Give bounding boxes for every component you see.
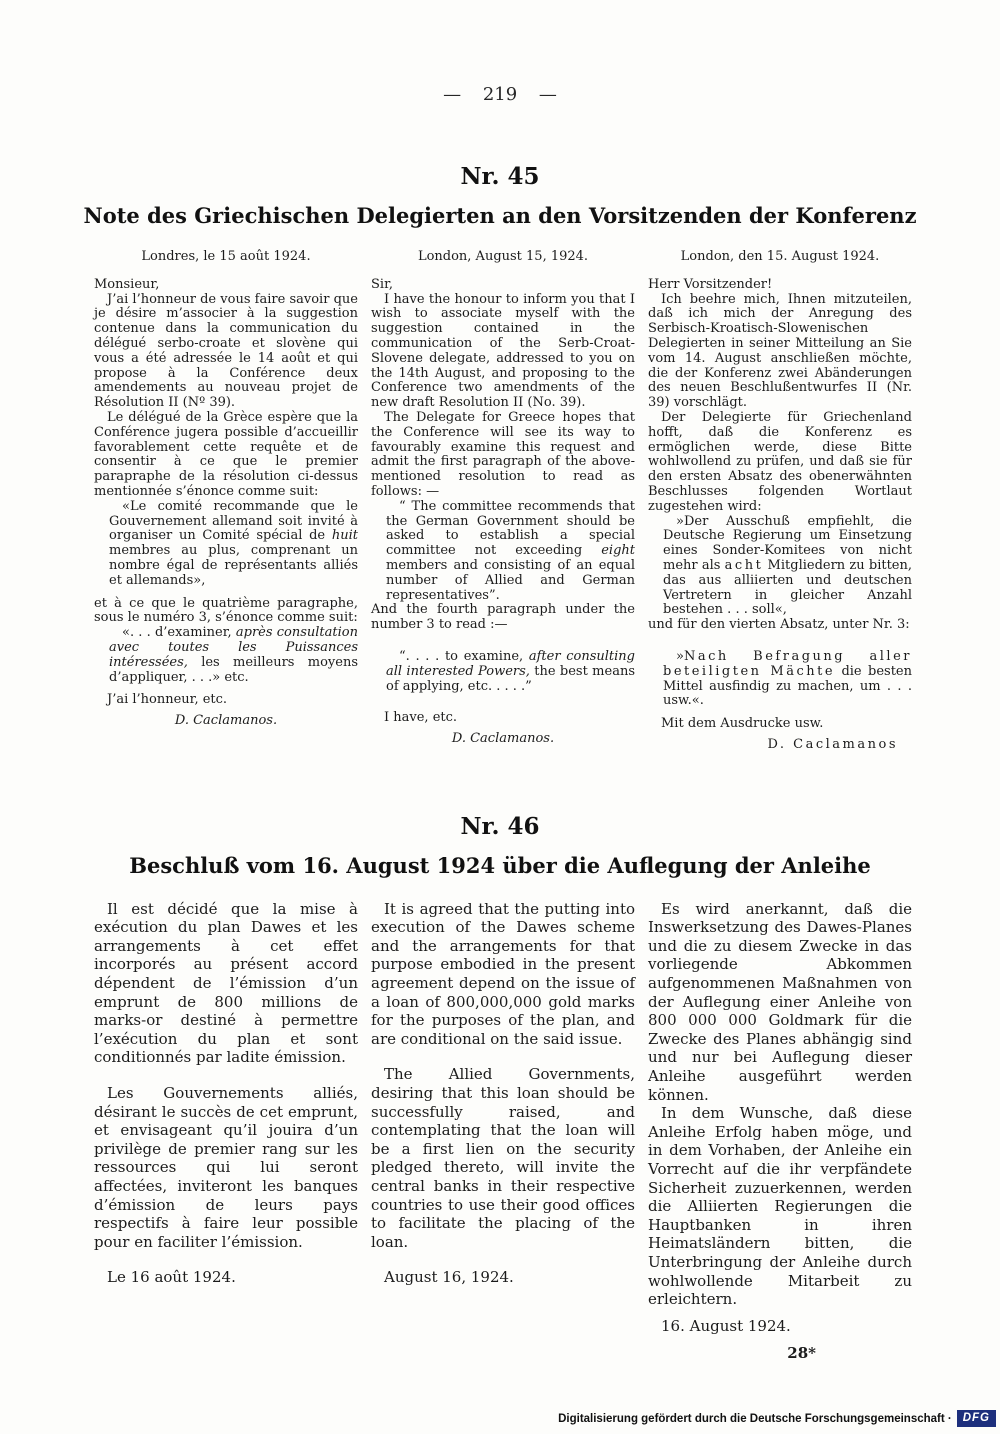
paragraph bbox=[648, 1104, 912, 1309]
paragraph bbox=[648, 411, 912, 515]
dfg-logo: DFG bbox=[957, 1410, 996, 1427]
paragraph bbox=[94, 597, 358, 627]
paragraph bbox=[371, 603, 635, 633]
three-column-text bbox=[94, 900, 912, 1363]
closing-line bbox=[648, 717, 912, 732]
text-segment: «Le comité recommande que le Gouvernement allemand soit invité à organiser un Comité spécial de bbox=[109, 498, 358, 544]
quoted-passage bbox=[648, 515, 912, 619]
quoted-passage bbox=[371, 650, 635, 694]
text-segment: Der Delegierte für Griechenland hofft, daß die Konferenz es ermöglichen werde, diese Bitte wohlwollend zu prüfen, und daß sie für den ersten Absatz des obenerwähnten Beschlusses folgenden Wortlaut zugestehen wird: bbox=[648, 409, 912, 514]
salutation bbox=[371, 278, 635, 293]
text-segment: Les Gouvernements alliés, désirant le succès de cet emprunt, et envisageant qu’il jouira d’un privilège de premier rang sur les ressources qui lui seront affectées, inviteront les banques d’émission de leurs pays respectifs à faire leur possible pour en faciliter l’émission. bbox=[94, 1084, 358, 1251]
text-segment: The Delegate for Greece hopes that the Conference will see its way to favourably examine this request and admit the first paragraph of the above-mentioned resolution to read as follows: — bbox=[371, 409, 635, 499]
credit-text: Digitalisierung gefördert durch die Deutsche Forschungsgemeinschaft · bbox=[558, 1412, 952, 1425]
closing-line bbox=[371, 711, 635, 726]
text-segment: die besten Mittel ausfindig zu machen, um . . . usw.«. bbox=[663, 663, 912, 709]
text-segment: acht bbox=[724, 557, 764, 573]
quoted-passage bbox=[94, 500, 358, 589]
paragraph bbox=[371, 1065, 635, 1251]
text-segment: und für den vierten Absatz, unter Nr. 3: bbox=[648, 617, 910, 633]
signature bbox=[648, 738, 912, 753]
text-segment: I have the honour to inform you that I wish to associate myself with the suggestion contained in the communication of the Serb-Croat-Slovene delegate, addressed to you on the 14th August, and proposing to the Conference two amendments of the new draft Resolution II (No. 39). bbox=[371, 291, 635, 411]
text-segment: après consultation avec toutes les Puissances intéressées, bbox=[109, 625, 358, 670]
paragraph bbox=[648, 293, 912, 411]
signature bbox=[94, 714, 358, 729]
text-segment: I have, etc. bbox=[384, 710, 458, 726]
text-segment: Il est décidé que la mise à exécution du plan Dawes et les arrangements à cet effet incorporés au présent accord dépendent de l’émission d’un emprunt de 800 millions de marks-or destiné à permettre l’exécution du plan et sont conditionnés par ladite émission. bbox=[94, 899, 358, 1067]
column-german bbox=[648, 250, 912, 753]
column-german bbox=[648, 900, 912, 1363]
column-french bbox=[94, 900, 358, 1363]
text-segment: 16. August 1924. bbox=[661, 1316, 791, 1335]
page-number: — 219 — bbox=[443, 84, 557, 105]
text-segment: Le 16 août 1924. bbox=[107, 1268, 236, 1287]
column-french bbox=[94, 250, 358, 753]
text-segment: D. Caclamanos bbox=[767, 736, 898, 752]
printer-mark bbox=[648, 1344, 912, 1363]
paragraph bbox=[371, 293, 635, 411]
text-segment: Es wird anerkannt, daß die Inswerksetzung des Dawes-Planes und die zu diesem Zwecke in das vorliegende Abkommen aufgenommenen Maßnahmen von der Auflegung einer Anleihe von 800 000 000 Goldmark für die Zwecke des Planes abhängig sind und nur bei Auflegung dieser Anleihe ausgeführt werden können. bbox=[648, 899, 912, 1104]
text-segment: membres au plus, comprenant un nombre égal de représentants alliés et allemands», bbox=[109, 543, 358, 588]
dateline bbox=[648, 250, 912, 265]
paragraph bbox=[371, 411, 635, 500]
salutation bbox=[94, 278, 358, 293]
text-segment: D. Caclamanos. bbox=[174, 713, 278, 729]
paragraph bbox=[371, 900, 635, 1049]
text-segment: huit bbox=[331, 528, 358, 544]
text-segment: J’ai l’honneur, etc. bbox=[107, 692, 228, 708]
signature bbox=[371, 732, 635, 747]
quoted-passage bbox=[648, 650, 912, 709]
closing-line bbox=[94, 693, 358, 708]
text-segment: J’ai l’honneur de vous faire savoir que je désire m’associer à la suggestion contenue dans la communication du délégué serbo-croate et slovène qui vous a été adressée le 14 août et qui propose à la Conférence deux amendements au nouveau projet de Résolution II (Nº 39). bbox=[94, 291, 358, 411]
text-segment: “. . . . to examine, bbox=[399, 648, 529, 664]
section-title: Beschluß vom 16. August 1924 über die Auflegung der Anleihe bbox=[129, 852, 871, 878]
text-segment: In dem Wunsche, daß diese Anleihe Erfolg haben möge, und in dem Vorhaben, der Anleihe ein Vorrecht auf die ihr verpfändete Sicherheit zuzuerkennen, werden die Alliierten Regierungen die Hauptbanken in ihren Heimatsländern bitten, die Unterbringung der Anleihe durch wohlwollende Mitarbeit zu erleichtern. bbox=[648, 1104, 912, 1309]
text-segment: Mitgliedern zu bitten, das aus alliierten und deutschen Vertretern in gleicher Anzahl bestehen . . . soll«, bbox=[663, 557, 913, 618]
column-english bbox=[371, 250, 635, 753]
quoted-passage bbox=[371, 500, 635, 604]
dateline bbox=[371, 1268, 635, 1287]
text-segment: les meilleurs moyens d’appliquer, . . .» etc. bbox=[109, 654, 358, 685]
dateline bbox=[94, 250, 358, 265]
text-segment: Sir, bbox=[371, 276, 393, 292]
text-segment: Mit dem Ausdrucke usw. bbox=[661, 716, 824, 732]
paragraph bbox=[94, 900, 358, 1067]
salutation bbox=[648, 278, 912, 293]
paragraph bbox=[94, 1084, 358, 1251]
quoted-passage bbox=[94, 626, 358, 685]
paragraph bbox=[648, 618, 912, 633]
text-segment: » bbox=[676, 648, 684, 664]
text-segment: August 16, 1924. bbox=[384, 1268, 514, 1287]
section-number: Nr. 45 bbox=[460, 163, 540, 190]
dateline bbox=[648, 1317, 912, 1336]
text-segment: »Der Ausschuß empfiehlt, die Deutsche Regierung um Einsetzung eines Sonder-Komitees von nicht mehr als bbox=[663, 513, 912, 573]
text-segment: after consulting all interested Powers, bbox=[386, 648, 635, 679]
text-segment: Ich beehre mich, Ihnen mitzuteilen, daß ich mich der Anregung des Serbisch-Kroatisch-Slowenischen Delegierten in seiner Mitteilung an Sie vom 14. August anschließen möchte, die der Konferenz zwei Abänderungen des neuen Beschlußentwurfes II (Nr. 39) vorschlägt. bbox=[648, 291, 912, 411]
section-nr46 bbox=[0, 813, 1000, 1363]
section-nr45 bbox=[0, 163, 1000, 753]
text-segment: It is agreed that the putting into execution of the Dawes scheme and the arrangements for that purpose embodied in the present agreement depend on the issue of a loan of 800,000,000 gold marks for the purposes of the plan, and are conditional on the said issue. bbox=[371, 899, 635, 1048]
text-segment: Londres, le 15 août 1924. bbox=[141, 249, 311, 264]
text-segment: London, August 15, 1924. bbox=[417, 249, 589, 264]
text-segment: Monsieur, bbox=[94, 276, 160, 292]
dateline bbox=[371, 250, 635, 265]
text-segment: members and consisting of an equal number of Allied and German representatives”. bbox=[386, 557, 635, 603]
text-segment: London, den 15. August 1924. bbox=[680, 249, 880, 264]
section-number: Nr. 46 bbox=[460, 812, 540, 840]
three-column-text bbox=[94, 250, 912, 753]
digitization-credit bbox=[558, 1410, 996, 1427]
text-segment: eight bbox=[601, 543, 635, 559]
text-segment: et à ce que le quatrième paragraphe, sous le numéro 3, s’énonce comme suit: bbox=[94, 595, 358, 626]
text-segment: Le délégué de la Grèce espère que la Conférence jugera possible d’accueillir favorablement cette requête et de consentir à ce que le premier parapraphe de la résolution ci-dessus mentionnée s’énonce comme suit: bbox=[94, 409, 358, 499]
text-segment: 28* bbox=[787, 1344, 816, 1363]
text-segment: the best means of applying, etc. . . . .” bbox=[386, 663, 635, 694]
section-title: Note des Griechischen Delegierten an den Vorsitzenden der Konferenz bbox=[83, 203, 917, 228]
text-segment: And the fourth paragraph under the number 3 to read :— bbox=[371, 602, 635, 633]
paragraph bbox=[648, 900, 912, 1105]
text-segment: «. . . d’examiner, bbox=[122, 625, 236, 641]
text-segment: The Allied Governments, desiring that this loan should be successfully raised, and contemplating that the loan will be a first lien on the security pledged thereto, will invite the central banks in their respective countries to use their good offices to facilitate the placing of the loan. bbox=[371, 1065, 635, 1251]
paragraph bbox=[94, 293, 358, 411]
dateline bbox=[94, 1268, 358, 1287]
text-segment: Herr Vorsitzender! bbox=[648, 276, 773, 292]
text-segment: “ The committee recommends that the German Government should be asked to establish a special committee not exceeding bbox=[386, 498, 635, 559]
column-english bbox=[371, 900, 635, 1363]
paragraph bbox=[94, 411, 358, 500]
text-segment: Nach Befragung aller beteiligten Mächte bbox=[663, 648, 912, 679]
text-segment: D. Caclamanos. bbox=[451, 731, 555, 747]
